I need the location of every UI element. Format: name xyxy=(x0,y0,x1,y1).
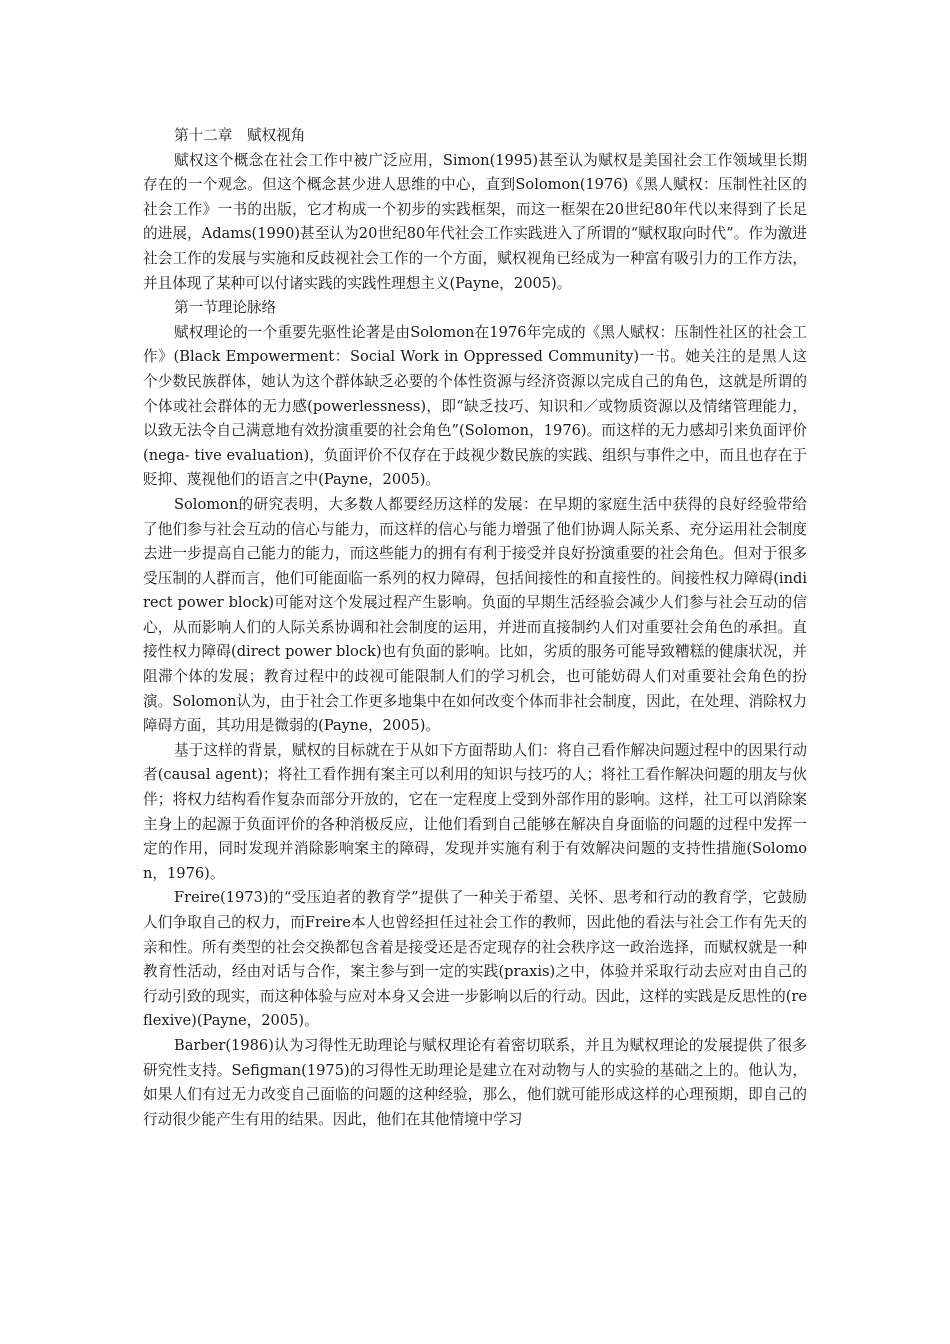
body-paragraph: 赋权理论的一个重要先驱性论著是由Solomon在1976年完成的《黑人赋权：压制性社区的社会工作》(Black Empowerment：Social Work in Oppressed Community)一书。她关注的是黑人这个少数民族群体，她认为这个群体缺乏必要的个体性资源与经济资源以完成自己的角色，这就是所谓的个体或社会群体的无力感(powerlessness)，即“缺乏技巧、知识和／或物质资源以及情绪管理能力，以致无法令自己满意地有效扮演重要的社会角色”(Solomon，1976)。而这样的无力感却引来负面评价(nega- tive evaluation)，负面评价不仅存在于歧视少数民族的实践、组织与事件之中，而且也存在于贬抑、蔑视他们的语言之中(Payne，2005)。 xyxy=(143,323,807,489)
chapter-title: 第十二章 赋权视角 xyxy=(174,127,306,144)
body-paragraph: Solomon的研究表明，大多数人都要经历这样的发展：在早期的家庭生活中获得的良好经验带给了他们参与社会互动的信心与能力，而这样的信心与能力增强了他们协调人际关系、充分运用社会制度去进一步提高自己能力的能力，而这些能力的拥有有利于接受并良好扮演重要的社会角色。但对于很多受压制的人群而言，他们可能面临一系列的权力障碍，包括间接性的和直接性的。间接性权力障碍(indirect power block)可能对这个发展过程产生影响。负面的早期生活经验会减少人们参与社会互动的信心，从而影响人们的人际关系协调和社会制度的运用，并进而直接制约人们对重要社会角色的承担。直接性权力障碍(direct power block)也有负面的影响。比如，劣质的服务可能导致糟糕的健康状况，并阻滞个体的发展；教育过程中的歧视可能限制人们的学习机会，也可能妨碍人们对重要社会角色的扮演。Solomon认为，由于社会工作更多地集中在如何改变个体而非社会制度，因此，在处理、消除权力障碍方面，其功用是微弱的(Payne，2005)。 xyxy=(143,495,807,735)
intro-paragraph: 赋权这个概念在社会工作中被广泛应用，Simon(1995)甚至认为赋权是美国社会工作领域里长期存在的一个观念。但这个概念甚少进人思维的中心，直到Solomon(1976)《黑人赋权：压制性社区的社会工作》一书的出版，它才构成一个初步的实践框架，而这一框架在20世纪80年代以来得到了长足的进展，Adams(1990)甚至认为20世纪80年代社会工作实践进入了所谓的“赋权取向时代”。作为激进社会工作的发展与实施和反歧视社会工作的一个方面，赋权视角已经成为一种富有吸引力的工作方法，并且体现了某种可以付诸实践的实践性理想主义(Payne，2005)。 xyxy=(143,151,807,292)
document-page xyxy=(143,124,807,1132)
body-paragraph: Barber(1986)认为习得性无助理论与赋权理论有着密切联系，并且为赋权理论的发展提供了很多研究性支持。Sefigman(1975)的习得性无助理论是建立在对动物与人的实验的基础之上的。他认为，如果人们有过无力改变自己面临的问题的这种经验，那么，他们就可能形成这样的心理预期，即自己的行动很少能产生有用的结果。因此，他们在其他情境中学习 xyxy=(143,1036,807,1128)
body-paragraph: Freire(1973)的“受压迫者的教育学”提供了一种关于希望、关怀、思考和行动的教育学，它鼓励人们争取自己的权力，而Freire本人也曾经担任过社会工作的教师，因此他的看法与社会工作有先天的亲和性。所有类型的社会交换都包含着是接受还是否定现存的社会秩序这一政治选择，而赋权就是一种教育性活动，经由对话与合作，案主参与到一定的实践(praxis)之中，体验并采取行动去应对由自己的行动引致的现实，而这种体验与应对本身又会进一步影响以后的行动。因此，这样的实践是反思性的(reflexive)(Payne，2005)。 xyxy=(143,889,807,1030)
body-paragraph: 基于这样的背景，赋权的目标就在于从如下方面帮助人们：将自己看作解决问题过程中的因果行动者(causal agent)；将社工看作拥有案主可以利用的知识与技巧的人；将社工看作解决问题的朋友与伙伴；将权力结构看作复杂而部分开放的，它在一定程度上受到外部作用的影响。这样，社工可以消除案主身上的起源于负面评价的各种消极反应，让他们看到自己能够在解决自身面临的问题的过程中发挥一定的作用，同时发现并消除影响案主的障碍，发现并实施有利于有效解决问题的支持性措施(Solomon，1976)。 xyxy=(143,741,807,882)
section-title: 第一节理论脉络 xyxy=(174,299,277,317)
